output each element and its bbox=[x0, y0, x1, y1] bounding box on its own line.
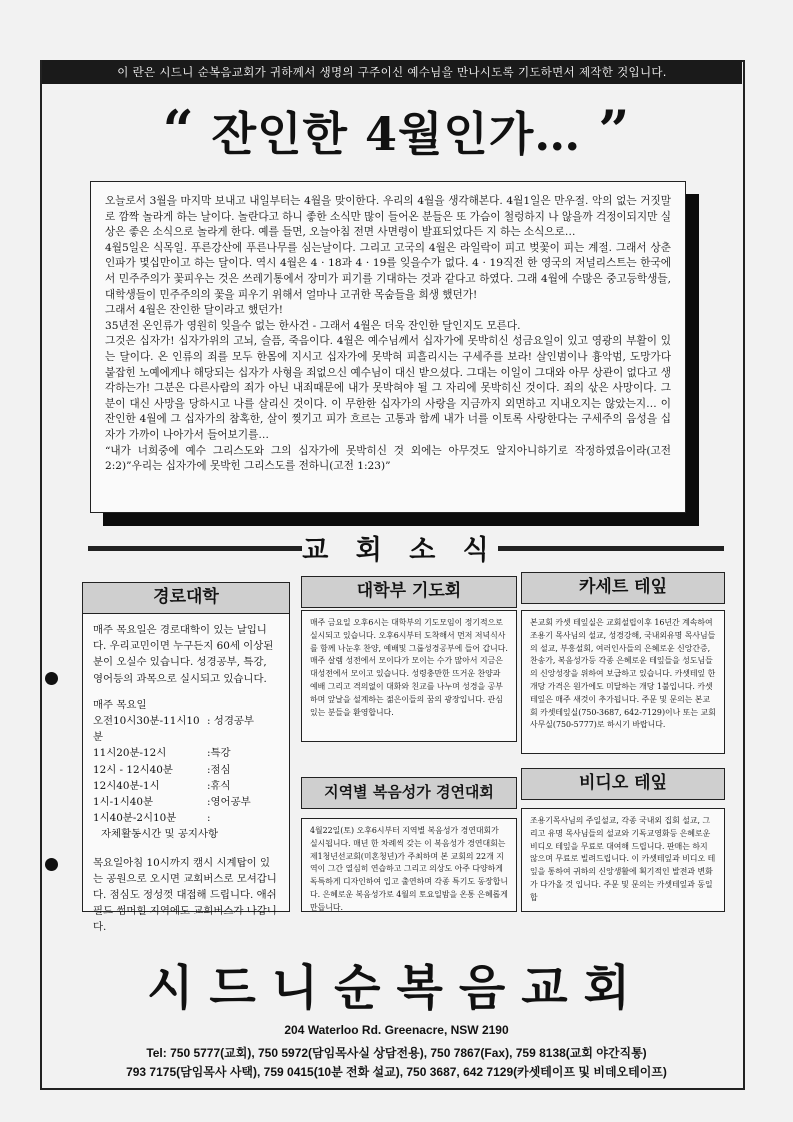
college-prayer-text: 매주 금요일 오후6시는 대학부의 기도모임이 정기적으로 실시되고 있습니다. 오후6시부터 도착해서 먼저 저녁식사를 함께 나눈후 찬양, 예배및 그룹성경공부에 들어 갑니다. 매주 살렘 성전에서 모이다가 모이는 수가 많아서 지금은 대성전에서 모이고 있습니다. 성령충만한 뜨거운 찬양과 예배 그리고 격의없이 대화와 친교를 나누며 성경을 공부하며 앞날을 설계하는 젊은이들의 꿈의 광장입니다. 관심있는 분들을 환영합니다. bbox=[310, 618, 508, 717]
close-quote: ” bbox=[598, 98, 631, 162]
heading-cassette-tape: 카세트 테잎 bbox=[521, 572, 725, 604]
video-tape-text: 조용기목사님의 주일설교, 각종 국내외 집회 설교, 그리고 유명 목사님들의 설교와 기독교영화등 은혜로운 비디오 테잎을 무료로 대여해 드립니다. 판매는 하지 않으며 무료로 빌려드립니다. 이 카셋테잎과 비디오 테잎을 통하여 귀하의 신앙생활에 획기적인 발전과 변화가 다가올 것 입니다. 주문 및 문의는 카셋테잎과 동일합 bbox=[530, 816, 716, 902]
elder-intro: 매주 목요일은 경로대학이 있는 날입니다. 우리교민이면 누구든지 60세 이상된 분이 오실수 있습니다. 성경공부, 특강, 영어등의 과목으로 실시되고 있습니다. bbox=[93, 624, 274, 685]
heading-video-tape: 비디오 테잎 bbox=[521, 768, 725, 800]
cassette-tape-box bbox=[521, 610, 725, 754]
elder-college-box bbox=[82, 613, 290, 934]
article-paragraph: 오늘로서 3월을 마지막 보내고 내일부터는 4월을 맞이한다. 우리의 4월을 생각해본다. 4월1일은 만우절. 악의 없는 거짓말로 깜짝 놀라게 하는 날이다. 놀란다고 하니 좋한 소식만 많이 들어온 분들은 또 가슴이 철렁하지 나 않을까 걱정이되지만 실상은 좋은 소식으로 놀라게 한다. 예를 들면, 오늘아침 전면 사면령이 발표되었다든 지 하는 소식으로… bbox=[105, 195, 671, 239]
schedule-row bbox=[93, 778, 279, 794]
phone-line-1: Tel: 750 5777(교회), 750 5972(담임목사실 상담전용), 750 7867(Fax), 759 8138(교회 야간직통) bbox=[146, 1046, 647, 1060]
schedule-row bbox=[93, 810, 279, 826]
schedule-label: 매주 목요일 bbox=[93, 698, 147, 711]
schedule-time: 12시40분-1시 bbox=[93, 779, 160, 792]
schedule-item: :휴식 bbox=[207, 779, 231, 792]
schedule-row bbox=[93, 713, 279, 745]
headline-title: 잔인한 4월인가… bbox=[211, 107, 582, 161]
schedule-item: :점심 bbox=[207, 763, 231, 776]
open-quote: “ bbox=[162, 98, 195, 162]
article-paragraph: “내가 너희중에 예수 그리스도와 그의 십자가에 못박히신 것 외에는 아무것도 알지아니하기로 작정하였음이라(고전 2:2)”우리는 십자가에 못박힌 그리스도를 전하니(고전 1:23)” bbox=[105, 444, 671, 473]
schedule-item: :특강 bbox=[207, 747, 231, 760]
video-tape-box bbox=[521, 808, 725, 912]
schedule-item: : 성경공부 bbox=[207, 715, 254, 728]
church-name: 시드니순복음교회 bbox=[147, 960, 646, 1016]
schedule-item: :영어공부 bbox=[207, 796, 251, 809]
punch-hole bbox=[45, 858, 58, 871]
schedule-time: 12시 - 12시40분 bbox=[93, 763, 173, 776]
heading-college-prayer: 대학부 기도회 bbox=[301, 576, 517, 608]
article-paragraph: 4월5일은 식목일. 푸른강산에 푸른나무를 심는날이다. 그리고 고국의 4월은 라일락이 피고 벚꽃이 피는 계절. 그래서 상춘인파가 몇십만이고 하는 달이다. 역시 4월은 4 · 18과 4 · 19를 잊을수가 없다. 4 · 19직전 한 영국의 저널리스트는 한국에서 민주주의가 꽃피우는 것은 쓰레기통에서 장미가 피기를 기대하는 것과 같다고 하였다. 그래 4월에 수많은 중고등학생들, 대학생들이 민주주의의 꽃을 피우기 위해서 얼마나 고귀한 목숨들을 희생 했던가! bbox=[105, 241, 671, 301]
schedule-item: : bbox=[207, 812, 211, 825]
section-rule-right bbox=[498, 546, 724, 551]
article-paragraph: 그것은 십자가! 십자가위의 고뇌, 슬픔, 죽음이다. 4월은 예수님께서 십자가에 못박히신 성금요일이 있고 영광의 부활이 있는 달이다. 온 인류의 죄를 모두 한몸에 지시고 십자가에 못박혀 피흘리시는 구세주를 보라! 살인범이나 흉악범, 도망가다 붙잡힌 노예에게나 해당되는 십자가 사형을 죄없으신 예수님이 대신 받으셨다. 그대는 이일이 그대와 아무 상관이 없다고 생각하는가! 그분은 다른사람의 죄가 아닌 내죄때문에 내가 못박혀야 될 그 자리에 못박히신 것이다. 죄의 삯은 사망이다. 그분이 대신 사망을 당하시고 나를 살리신 것이다. 이 무한한 십자가의 사랑을 지금까지 외면하고 지내오지는 않았는지… 이 잔인한 4월에 그 십자가의 참혹한, 살이 찢기고 피가 흐르는 고통과 함께 내가 너를 이토록 사랑한다는 구세주의 음성을 십자가 가까이 나아가서 들어보기를… bbox=[105, 335, 671, 441]
church-address: 204 Waterloo Rd. Greenacre, NSW 2190 bbox=[284, 1023, 509, 1037]
regional-gospel-box bbox=[301, 818, 517, 912]
headline bbox=[0, 98, 793, 164]
schedule-row bbox=[93, 794, 279, 810]
schedule-time: 1시40분-2시10분 bbox=[93, 812, 177, 825]
regional-gospel-text: 4월22일(토) 오후6시부터 지역별 복음성가 경연대회가 실시됩니다. 매년 한 차례씩 갖는 이 복음성가 경연대회는 제1청년선교회(미혼청년)가 주최하며 본 교회의 22개 지역이 그간 열심히 연습하고 그리고 의상도 아주 다양하게 독특하게 디자인하여 입고 출연하며 각종 특기도 동장합니다. 은혜로운 복음성가로 4월의 토요일밤을 온통 은혜롭게 만듭니다. bbox=[310, 826, 508, 912]
phone-line-2: 793 7175(담임목사 사택), 759 0415(10분 전화 설교), 750 3687, 642 7129(카셋테이프 및 비데오테이프) bbox=[126, 1065, 667, 1079]
schedule-time: 오전10시30분-11시10분 bbox=[93, 715, 200, 744]
section-title: 교 회 소 식 bbox=[302, 535, 498, 566]
schedule-row bbox=[93, 745, 279, 761]
article-paragraph: 그래서 4월은 잔인한 달이라고 했던가! bbox=[105, 304, 283, 317]
article-paragraph: 35년전 온인류가 영원히 잊을수 없는 한사건 - 그래서 4월은 더욱 잔인한 달인지도 모른다. bbox=[105, 319, 521, 332]
cassette-tape-text: 본교회 카셋 테잎실은 교회설립이후 16년간 계속하여 조용기 목사님의 설교, 성경강해, 국내외유명 목사님들의 설교, 부흥설회, 여러인사들의 은혜로운 신앙간증, 찬송가, 복음성가등 각종 은혜로운 테잎들을 성도님들의 신앙성장을 위하여 보급하고 있습니다. 카셋테잎 한개당 가격은 원가에도 미달하는 개당 1불입니다. 카셋테잎은 매주 새것이 추가됩니다. 주문 및 문의는 본교회 카셋테잎실(750-3687, 642-7129)이나 또는 교회사무실(750-5777)로 하시기 바랍니다. bbox=[530, 618, 716, 730]
article-box bbox=[90, 181, 686, 513]
schedule-time: 11시20분-12시 bbox=[93, 747, 167, 760]
college-prayer-box bbox=[301, 610, 517, 742]
elder-bus-note: 목요일아침 10시까지 캠시 시계탑이 있는 공원으로 오시면 교회버스로 모셔갑니다. 점심도 정성껏 대접해 드립니다. 애쉬필드 썸머힐 지역에도 교회버스가 나갑니다. bbox=[93, 856, 277, 934]
schedule-row bbox=[93, 762, 279, 778]
heading-elder-college: 경로대학 bbox=[82, 582, 290, 614]
heading-regional-gospel: 지역별 복음성가 경연대회 bbox=[301, 777, 517, 809]
section-rule-left bbox=[88, 546, 302, 551]
top-banner: 이 란은 시드니 순복음교회가 귀하께서 생명의 구주이신 예수님을 만나시도록 기도하면서 제작한 것입니다. bbox=[42, 60, 742, 84]
schedule-last-item: 자체활동시간 및 공지사항 bbox=[101, 828, 219, 841]
punch-hole bbox=[45, 672, 58, 685]
schedule-time: 1시-1시40분 bbox=[93, 796, 154, 809]
